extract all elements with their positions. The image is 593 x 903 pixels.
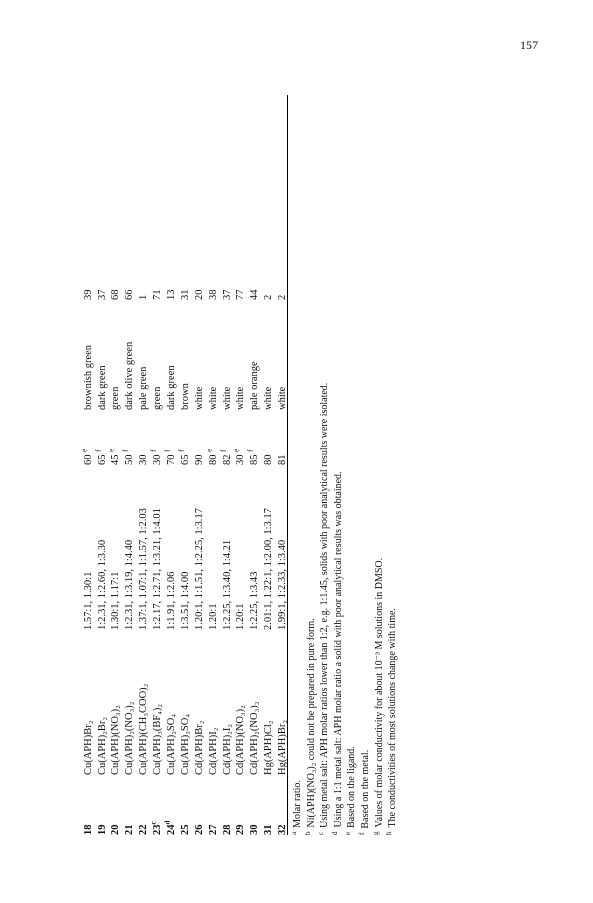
- compound-formula-cell: [207, 630, 221, 775]
- molar-ratio-cell: [249, 465, 263, 630]
- molar-ratio-cell: [221, 465, 235, 630]
- compound-formula: Cd(APH)I₂: [207, 727, 219, 775]
- compound-formula-cell: [96, 630, 110, 775]
- conductivity-value: 68: [110, 289, 122, 300]
- conductivity-value: 44: [249, 289, 261, 300]
- color-value: white: [193, 386, 205, 410]
- table-row: [263, 260, 277, 835]
- compound-number: 20: [110, 824, 122, 835]
- molar-ratio: 1.99:1, 1:2.33, 1:3.40: [277, 539, 289, 630]
- color-cell: [151, 300, 165, 410]
- molar-ratio: 1.57:1, 1.30:1: [82, 571, 94, 630]
- conductivity-value: 37: [221, 289, 233, 300]
- compound-number: 31: [263, 824, 275, 835]
- color-cell: [276, 300, 290, 410]
- compound-number-cell: [96, 775, 110, 835]
- color-cell: [207, 300, 221, 410]
- conductivity-value: 2: [263, 294, 275, 300]
- color-cell: [249, 300, 263, 410]
- rotated-table-block: [82, 95, 522, 835]
- conductivity-cell: [249, 260, 263, 300]
- conductivity-cell: [124, 260, 138, 300]
- color-cell: [221, 300, 235, 410]
- compound-number: 27: [207, 824, 219, 835]
- molar-ratio: 1:2.31, 1:3.19, 1:4.40: [124, 539, 136, 630]
- compound-number: 22: [138, 824, 150, 835]
- compound-formula-cell: [193, 630, 207, 775]
- yield-cell: [232, 410, 249, 465]
- conductivity-value: 1: [138, 294, 150, 300]
- table-row: [276, 260, 290, 835]
- conductivity-cell: [179, 260, 193, 300]
- footnote-text: Using a 1:1 metal salt: APH molar ratio a solid with poor analytical results was obtained.: [332, 471, 344, 828]
- compound-formula-cell: [110, 630, 124, 775]
- yield-value: 60: [82, 454, 94, 465]
- footnote-text: Based on the ligand.: [346, 746, 358, 828]
- yield-value: 90: [193, 454, 205, 465]
- yield-cell: [263, 410, 277, 465]
- yield-cell: [82, 410, 96, 465]
- molar-ratio-cell: [235, 465, 249, 630]
- footnote: [318, 383, 332, 835]
- molar-ratio-cell: [96, 465, 110, 630]
- yield-cell: [121, 410, 138, 465]
- table-row: [221, 260, 235, 835]
- footnote: [305, 383, 319, 835]
- footnote-mark: d: [330, 831, 339, 835]
- color-value: green: [110, 386, 122, 410]
- conductivity-cell: [221, 260, 235, 300]
- compound-number-cell: [193, 775, 207, 835]
- color-value: white: [207, 386, 219, 410]
- table-row: [207, 260, 221, 835]
- footnote: [373, 383, 387, 835]
- color-cell: [124, 300, 138, 410]
- color-value: white: [221, 386, 233, 410]
- footnote-text: Using metal salt: APH molar ratios lower than 1:2, e.g. 1:1.45, solids with poor analytical results were isolated.: [319, 382, 331, 828]
- color-value: dark olive green: [124, 341, 136, 410]
- footnote-mark: e: [344, 831, 353, 835]
- molar-ratio-cell: [82, 465, 96, 630]
- yield-value: 85: [249, 454, 261, 465]
- color-value: white: [235, 386, 247, 410]
- conductivity-value: 39: [82, 289, 94, 300]
- table-row: [138, 260, 152, 835]
- molar-ratio-cell: [276, 465, 290, 630]
- compound-formula: Cd(APH)Br₂: [193, 720, 205, 775]
- color-cell: [82, 300, 96, 410]
- yield-value: 30: [235, 454, 247, 465]
- compound-formula: Cu(APH)₃SO₄: [179, 714, 191, 775]
- yield-footnote-mark: f: [219, 449, 228, 452]
- molar-ratio: 1.20:1: [207, 603, 219, 630]
- molar-ratio-cell: [151, 465, 165, 630]
- footnote: [332, 383, 346, 835]
- compound-formula: Cd(APH)₂(NO₃)₂: [249, 701, 261, 775]
- compound-number: 32: [277, 824, 289, 835]
- compound-formula-cell: [124, 630, 138, 775]
- footnote: [345, 383, 359, 835]
- table-row: [165, 260, 179, 835]
- yield-footnote-mark: f: [121, 449, 130, 452]
- footnote-mark: g: [371, 831, 380, 835]
- yield-value: 65: [96, 454, 108, 465]
- molar-ratio-cell: [138, 465, 152, 630]
- compound-formula: Cu(APH)₃(BF₄)₂: [152, 703, 164, 775]
- conductivity-cell: [207, 260, 221, 300]
- conductivity-value: 37: [96, 289, 108, 300]
- color-cell: [179, 300, 193, 410]
- compound-number-cell: [179, 775, 193, 835]
- yield-cell: [246, 410, 263, 465]
- table-row: [110, 260, 124, 835]
- conductivity-cell: [263, 260, 277, 300]
- footnote: [386, 383, 400, 835]
- color-value: pale orange: [249, 361, 261, 410]
- conductivity-value: 20: [193, 289, 205, 300]
- table-row: [193, 260, 207, 835]
- molar-ratio-cell: [207, 465, 221, 630]
- molar-ratio: 1:2.25, 1:3.43: [249, 571, 261, 630]
- yield-footnote-mark: f: [94, 449, 103, 452]
- molar-ratio-cell: [110, 465, 124, 630]
- color-cell: [235, 300, 249, 410]
- compound-formula: Cd(APH)₂I₂: [221, 723, 233, 775]
- color-cell: [96, 300, 110, 410]
- table-row: [96, 260, 110, 835]
- compound-number-cell: [138, 775, 152, 835]
- molar-ratio: 1:2.17, 1:2.71, 1:3.21, 1:4.01: [152, 508, 164, 630]
- compound-formula: Cd(APH)(NO₃)₂: [235, 705, 247, 775]
- footnote-mark: b: [303, 831, 312, 835]
- compound-formula-cell: [235, 630, 249, 775]
- footnote-text: Based on the metal.: [359, 749, 371, 829]
- yield-value: 45: [110, 454, 122, 465]
- footnote-mark: a: [290, 831, 298, 835]
- compound-formula-cell: [82, 630, 96, 775]
- table-row: [235, 260, 249, 835]
- compound-formula: Cu(APH)₂SO₄: [166, 714, 178, 775]
- yield-cell: [138, 410, 152, 465]
- yield-footnote-mark: f: [177, 449, 186, 452]
- yield-cell: [96, 410, 110, 465]
- footnotes: [291, 383, 400, 835]
- footnote-mark: f: [357, 832, 366, 835]
- yield-cell: [179, 410, 193, 465]
- table-body: [82, 260, 290, 835]
- compound-number-footnote-mark: d: [163, 820, 172, 825]
- compound-formula: Cu(APH)(CH₃COO)₂: [138, 683, 150, 775]
- compound-formula: Cu(APH)₂(NO₃)₂: [124, 701, 136, 775]
- color-cell: [165, 300, 179, 410]
- yield-value: 50: [124, 454, 136, 465]
- footnote-text: Ni(APH)(NO₃)₂ could not be prepared in pure form.: [305, 618, 317, 828]
- compound-formula-cell: [249, 630, 263, 775]
- yield-value: 82: [221, 454, 233, 465]
- compound-number-cell: [124, 775, 138, 835]
- footnote: [359, 383, 373, 835]
- footnote-text: Molar ratio.: [292, 780, 303, 828]
- color-cell: [138, 300, 152, 410]
- compound-formula-cell: [151, 630, 165, 775]
- compound-number-footnote-mark: c: [149, 821, 158, 825]
- conductivity-cell: [193, 260, 207, 300]
- compound-number-cell: [207, 775, 221, 835]
- conductivity-value: 31: [179, 289, 191, 300]
- compound-formula-cell: [221, 630, 235, 775]
- molar-ratio: 1:2.31, 1:2.60, 1:3.30: [96, 539, 108, 630]
- compound-number-cell: [249, 775, 263, 835]
- table-bottom-rule: [287, 95, 288, 835]
- yield-footnote-mark: e: [80, 448, 89, 452]
- table-row: [124, 260, 138, 835]
- compound-number-cell: [221, 775, 235, 835]
- compound-number: 30: [249, 824, 261, 835]
- conductivity-cell: [276, 260, 290, 300]
- yield-footnote-mark: f: [246, 449, 255, 452]
- yield-cell: [207, 410, 221, 465]
- molar-ratio: 1:1.91, 1:2.06: [166, 571, 178, 630]
- conductivity-cell: [138, 260, 152, 300]
- molar-ratio: 1.20:1: [235, 603, 247, 630]
- compound-formula-cell: [263, 630, 277, 775]
- compound-number: 18: [82, 824, 94, 835]
- yield-cell: [165, 410, 179, 465]
- compound-formula-cell: [179, 630, 193, 775]
- yield-cell: [276, 410, 290, 465]
- conductivity-cell: [110, 260, 124, 300]
- compound-formula-cell: [276, 630, 290, 775]
- compound-number: 25: [179, 824, 191, 835]
- conductivity-value: 2: [277, 294, 289, 300]
- table-row: [82, 260, 96, 835]
- yield-value: 70: [166, 454, 178, 465]
- molar-ratio: 1:2.25, 1:3.40, 1:4.21: [221, 539, 233, 630]
- yield-cell: [151, 410, 165, 465]
- yield-footnote-mark: e: [107, 448, 116, 452]
- table-row: [151, 260, 165, 835]
- yield-value: 81: [277, 454, 289, 465]
- molar-ratio-cell: [124, 465, 138, 630]
- yield-footnote-mark: f: [163, 449, 172, 452]
- yield-cell: [221, 410, 235, 465]
- footnote-mark: c: [317, 831, 326, 835]
- color-value: brown: [179, 383, 191, 410]
- color-value: white: [263, 386, 275, 410]
- compound-number: 23: [152, 824, 164, 835]
- yield-cell: [193, 410, 207, 465]
- conductivity-value: 71: [152, 289, 164, 300]
- color-value: dark green: [166, 365, 178, 410]
- color-value: pale green: [138, 366, 150, 410]
- compound-formula: Cu(APH)(NO₃)₂: [110, 705, 122, 775]
- color-cell: [110, 300, 124, 410]
- compound-number: 19: [96, 824, 108, 835]
- footnote: [291, 383, 305, 835]
- molar-ratio: 1.20:1, 1:1.51, 1:2.25, 1:3.17: [193, 508, 205, 630]
- footnote-text: The conductivities of most solutions change with time.: [387, 608, 399, 828]
- molar-ratio-cell: [165, 465, 179, 630]
- compound-number-cell: [165, 775, 179, 835]
- yield-cell: [107, 410, 124, 465]
- yield-value: 80: [263, 454, 275, 465]
- compound-number: 29: [235, 824, 247, 835]
- yield-footnote-mark: f: [149, 449, 158, 452]
- yield-value: 80: [207, 454, 219, 465]
- compound-number: 28: [221, 824, 233, 835]
- compound-number: 26: [193, 824, 205, 835]
- color-value: brownish green: [82, 344, 94, 410]
- conductivity-value: 66: [124, 289, 136, 300]
- footnote-text: Values of molar conductivity for about 10⁻³ M solutions in DMSO.: [373, 557, 385, 828]
- conductivity-value: 38: [207, 289, 219, 300]
- yield-value: 30: [138, 454, 150, 465]
- color-value: green: [152, 386, 164, 410]
- yield-footnote-mark: e: [232, 448, 241, 452]
- complexes-table: [82, 260, 290, 835]
- compound-number-cell: [110, 775, 124, 835]
- molar-ratio-cell: [179, 465, 193, 630]
- compound-formula-cell: [138, 630, 152, 775]
- footnote-mark: h: [385, 831, 394, 835]
- color-value: dark green: [96, 365, 108, 410]
- compound-number-cell: [276, 775, 290, 835]
- compound-formula: Cu(APH)₂Br₂: [96, 716, 108, 775]
- compound-number-cell: [82, 775, 96, 835]
- molar-ratio-cell: [193, 465, 207, 630]
- color-cell: [263, 300, 277, 410]
- compound-number: 24: [166, 824, 178, 835]
- compound-formula: Cu(APH)Br₂: [82, 720, 94, 775]
- conductivity-cell: [151, 260, 165, 300]
- yield-value: 30: [152, 454, 164, 465]
- molar-ratio: 2.01:1, 1.22:1, 1:2.00, 1:3.17: [263, 508, 275, 630]
- page-number: 157: [520, 38, 538, 52]
- conductivity-cell: [82, 260, 96, 300]
- conductivity-cell: [235, 260, 249, 300]
- conductivity-cell: [165, 260, 179, 300]
- compound-number-cell: [263, 775, 277, 835]
- molar-ratio: 1:3.51, 1:4.00: [179, 571, 191, 630]
- conductivity-value: 77: [235, 289, 247, 300]
- compound-formula: Hg(APH)Br₂: [277, 720, 289, 775]
- table-row: [249, 260, 263, 835]
- compound-number-cell: [151, 775, 165, 835]
- yield-value: 65: [179, 454, 191, 465]
- compound-number-cell: [235, 775, 249, 835]
- table-row: [179, 260, 193, 835]
- conductivity-cell: [96, 260, 110, 300]
- molar-ratio-cell: [263, 465, 277, 630]
- molar-ratio: 1.30:1, 1.17:1: [110, 571, 122, 630]
- color-cell: [193, 300, 207, 410]
- compound-formula-cell: [165, 630, 179, 775]
- compound-number: 21: [124, 824, 136, 835]
- yield-footnote-mark: e: [205, 448, 214, 452]
- color-value: white: [277, 386, 289, 410]
- conductivity-value: 13: [166, 289, 178, 300]
- compound-formula: Hg(APH)Cl₂: [263, 720, 275, 775]
- molar-ratio: 1.37:1, 1.07:1, 1:1.57, 1:2.03: [138, 508, 150, 630]
